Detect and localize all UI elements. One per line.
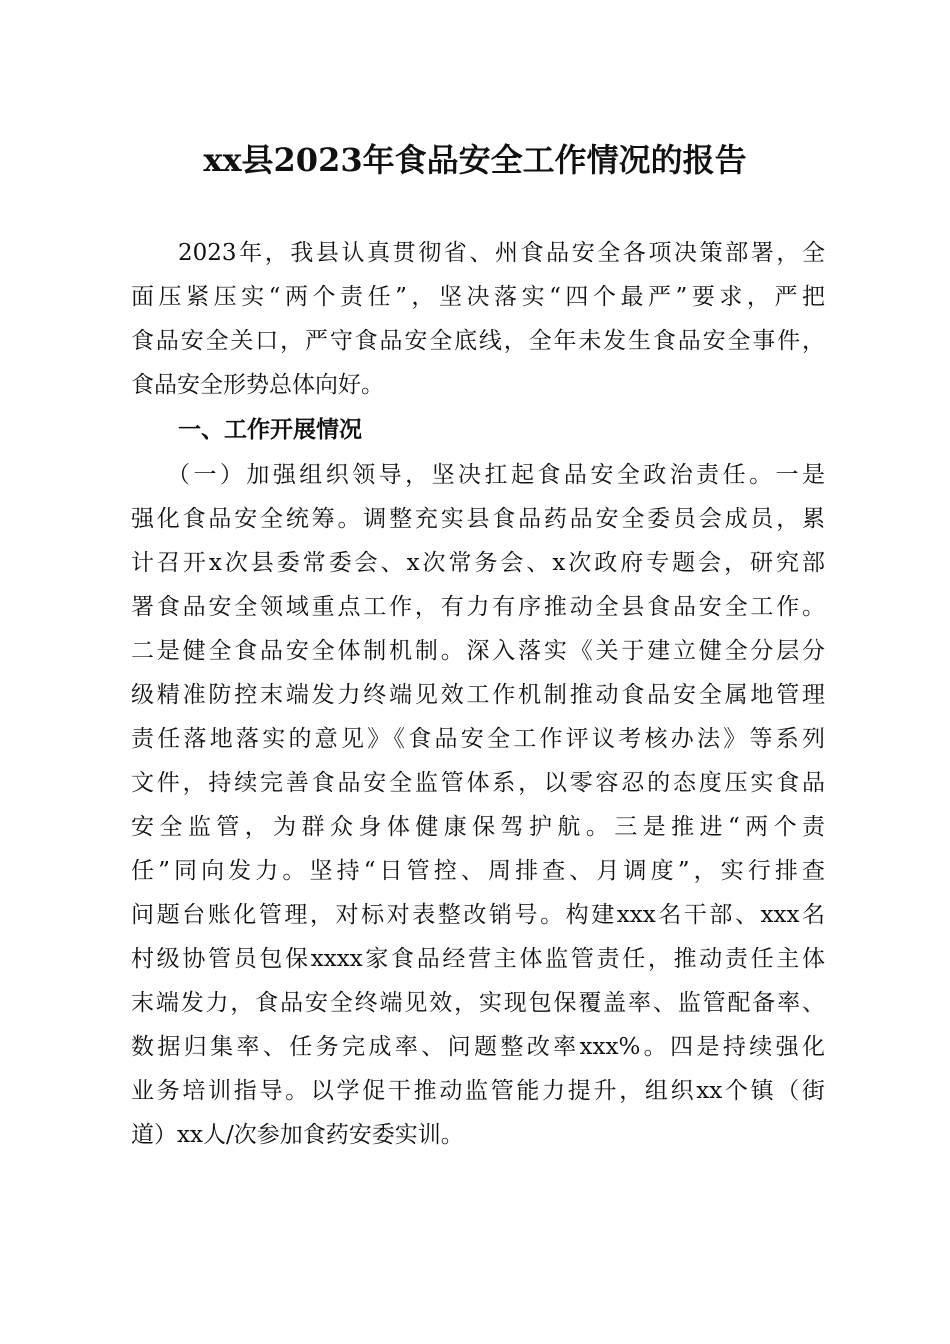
text-line: 业务培训指导。以学促干推动监管能力提升，组织xx个镇（街 xyxy=(131,1078,825,1104)
text-line: 二是健全食品安全体制机制。深入落实《关于建立健全分层分 xyxy=(131,638,825,664)
text-line: 文件，持续完善食品安全监管体系，以零容忍的态度压实食品 xyxy=(131,770,825,796)
text-line: 村级协管员包保xxxx家食品经营主体监管责任，推动责任主体 xyxy=(131,946,825,972)
text-line: 2023年，我县认真贯彻省、州食品安全各项决策部署，全 xyxy=(178,240,825,266)
text-line: 责任落地落实的意见》《食品安全工作评议考核办法》等系列 xyxy=(131,726,825,752)
text-line: 食品安全关口，严守食品安全底线，全年未发生食品安全事件， xyxy=(131,328,825,354)
document-title: xx县2023年食品安全工作情况的报告 xyxy=(203,141,747,179)
text-line: 级精准防控末端发力终端见效工作机制推动食品安全属地管理 xyxy=(131,682,825,708)
text-line: 面压紧压实“两个责任”，坚决落实“四个最严”要求，严把 xyxy=(131,284,825,310)
text-line: 强化食品安全统筹。调整充实县食品药品安全委员会成员，累 xyxy=(131,506,825,532)
text-line: 食品安全形势总体向好。 xyxy=(131,372,384,398)
section-heading: 一、工作开展情况 xyxy=(178,417,362,443)
text-line: 数据归集率、任务完成率、问题整改率xxx%。四是持续强化 xyxy=(131,1034,825,1060)
intro-paragraph xyxy=(131,231,825,407)
text-line: 末端发力，食品安全终端见效，实现包保覆盖率、监管配备率、 xyxy=(131,990,825,1016)
text-line: 问题台账化管理，对标对表整改销号。构建xxx名干部、xxx名 xyxy=(131,902,825,928)
text-line: （一）加强组织领导，坚决扛起食品安全政治责任。一是 xyxy=(167,462,825,488)
text-line: 计召开x次县委常委会、x次常务会、x次政府专题会，研究部 xyxy=(131,550,825,576)
subsection-paragraph xyxy=(131,453,825,1157)
text-line: 道）xx人/次参加食药安委实训。 xyxy=(131,1122,464,1148)
section-heading-block xyxy=(131,408,825,452)
text-line: 署食品安全领域重点工作，有力有序推动全县食品安全工作。 xyxy=(131,594,825,620)
text-line: 任”同向发力。坚持“日管控、周排查、月调度”，实行排查 xyxy=(131,858,825,884)
text-line: 安全监管，为群众身体健康保驾护航。三是推进“两个责 xyxy=(131,814,825,840)
